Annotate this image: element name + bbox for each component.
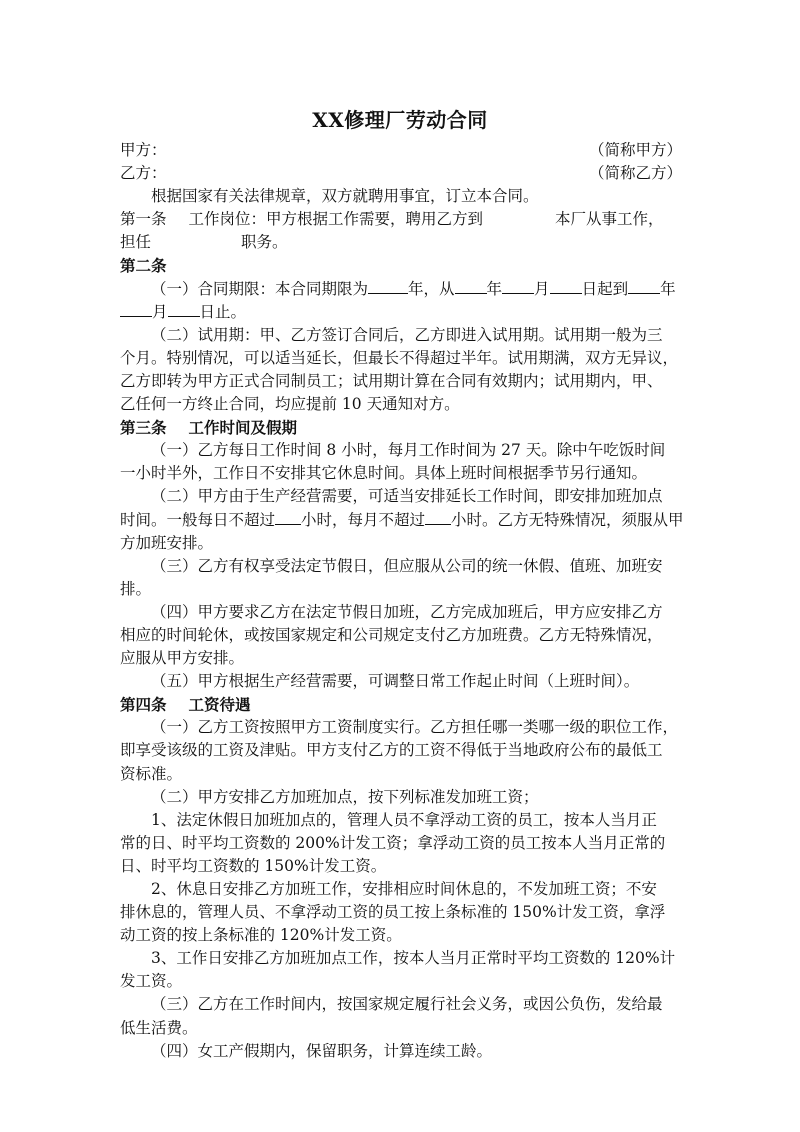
blank-field [168, 301, 200, 317]
blank-field [550, 278, 582, 294]
clause-text: 月 [152, 302, 168, 321]
article-2-clause-2-line-2: 个月。特别情况，可以适当延长，但最长不得超过半年。试用期满，双方无异议， [120, 348, 679, 367]
article-2-clause-2-line-3: 乙方即转为甲方正式合同制员工；试用期计算在合同有效期内；试用期内，甲、 [120, 371, 663, 390]
article-2-head: 第二条 [120, 256, 167, 276]
clause-text: 小时，每月不超过 [301, 510, 426, 529]
article-4-clause-1-line-3: 资标准。 [120, 764, 183, 783]
blank-field [275, 509, 301, 525]
article-4-item-1-line-2: 常的日、时平均工资数的 200%计发工资；拿浮动工资的员工按本人当月正常的 [120, 833, 666, 852]
article-4-item-3-line-2: 发工资。 [120, 972, 183, 991]
article-2-clause-1-line-1 [120, 278, 682, 301]
blank-field [368, 278, 408, 294]
article-4-item-3-line-1: 3、工作日安排乙方加班加点工作，按本人当月正常时平均工资数的 120%计 [151, 949, 676, 968]
article-4-title: 工资待遇 [188, 695, 251, 715]
article-4-item-1-line-3: 日、时平均工资数的 150%计发工资。 [120, 856, 387, 875]
article-1-text-c: 担任 [120, 233, 152, 252]
article-4-item-1-line-1: 1、法定休假日加班加点的，管理人员不拿浮动工资的员工，按本人当月正 [151, 810, 657, 829]
article-3-clause-4-line-3: 应服从甲方安排。 [120, 649, 245, 668]
article-4-clause-3-line-1: （三）乙方在工作时间内，按国家规定履行社会义务，或因公负伤，发给最 [151, 995, 663, 1014]
article-4-clause-3-line-2: 低生活费。 [120, 1018, 198, 1037]
article-2-clause-2-line-1: （二）试用期：甲、乙方签订合同后，乙方即进入试用期。试用期一般为三 [151, 325, 663, 344]
party-b-line [120, 162, 682, 185]
party-b-label: 乙方： [120, 164, 167, 183]
clause-text: 年 [486, 279, 503, 298]
clause-text: 时间。一般每日不超过 [120, 510, 276, 529]
article-3-head: 第三条 [120, 418, 167, 438]
article-1-text-b: 本厂从事工作， [555, 210, 664, 229]
blank-field [502, 278, 534, 294]
article-3-title: 工作时间及假期 [188, 418, 298, 438]
intro-paragraph: 根据国家有关法律规章，双方就聘用事宜，订立本合同。 [151, 187, 539, 206]
party-b-short: （简称乙方） [588, 164, 682, 183]
clause-text: （一）合同期限：本合同期限为 [151, 279, 369, 298]
clause-text: 日止。 [199, 302, 247, 321]
article-2-clause-1-line-2 [120, 301, 682, 324]
document-title: XX修理厂劳动合同 [312, 108, 488, 132]
blank-field [455, 278, 487, 294]
article-4-clause-4-line-1: （四）女工产假期内，保留职务，计算连续工龄。 [151, 1041, 493, 1060]
article-4-item-2-line-1: 2、休息日安排乙方加班工作，安排相应时间休息的，不发加班工资；不安 [151, 880, 657, 898]
clause-text: 年，从 [408, 279, 455, 298]
article-4-heading [120, 693, 682, 716]
blank-field [120, 301, 152, 317]
article-4-item-2-line-3: 动工资的按上条标准的 120%计发工资。 [120, 926, 402, 945]
article-2-clause-2-line-4: 乙任何一方终止合同，均应提前 10 天通知对方。 [120, 395, 460, 414]
article-1-title: 工作岗位： [188, 210, 267, 229]
party-a-label: 甲方： [120, 141, 167, 159]
clause-text: 小时。乙方无特殊情况，须服从甲 [451, 510, 684, 529]
article-4-head: 第四条 [120, 695, 167, 715]
article-1-head: 第一条 [120, 210, 167, 229]
article-3-clause-5-line-1: （五）甲方根据生产经营需要，可调整日常工作起止时间（上班时间）。 [151, 672, 640, 691]
article-1-line-1 [120, 208, 682, 231]
article-4-clause-1-line-2: 即享受该级的工资及津贴。甲方支付乙方的工资不得低于当地政府公布的最低工 [120, 741, 663, 760]
article-3-clause-2-line-2 [120, 509, 682, 532]
article-3-clause-3-line-2: 排。 [120, 579, 152, 598]
clause-text: 日起到 [581, 279, 629, 298]
blank-field [425, 509, 451, 525]
article-3-clause-4-line-1: （四）甲方要求乙方在法定节假日加班，乙方完成加班后，甲方应安排乙方 [151, 602, 663, 621]
article-3-clause-2-line-1: （二）甲方由于生产经营需要，可适当安排延长工作时间，即安排加班加点 [151, 487, 663, 506]
clause-text: 月 [534, 279, 550, 298]
party-a-line [120, 139, 682, 162]
article-1-text-d: 职务。 [241, 233, 288, 252]
article-3-clause-1-line-2: 一小时半外，工作日不安排其它休息时间。具体上班时间根据季节另行通知。 [120, 464, 648, 483]
article-3-clause-3-line-1: （三）乙方有权享受法定节假日，但应服从公司的统一休假、值班、加班安 [151, 556, 663, 575]
blank-field [628, 278, 660, 294]
article-3-heading [120, 416, 682, 439]
article-3-clause-2-line-3: 方加班安排。 [120, 533, 214, 552]
article-3-clause-1-line-1: （一）乙方每日工作时间 8 小时，每月工作时间为 27 天。除中午吃饭时间 [151, 441, 666, 460]
party-a-short: （简称甲方） [588, 141, 682, 159]
document-body [120, 139, 682, 1063]
article-1-text-a: 甲方根据工作需要，聘用乙方到 [266, 210, 484, 229]
article-3-clause-4-line-2: 相应的时间轮休，或按国家规定和公司规定支付乙方加班费。乙方无特殊情况， [120, 625, 663, 644]
article-4-clause-2-line-1: （二）甲方安排乙方加班加点，按下列标准发加班工资； [151, 787, 539, 806]
article-1-line-2 [120, 231, 682, 254]
clause-text: 年 [660, 279, 676, 298]
article-4-item-2-line-2: 排休息的，管理人员、不拿浮动工资的员工按上条标准的 150%计发工资，拿浮 [120, 903, 666, 922]
article-4-clause-1-line-1: （一）乙方工资按照甲方工资制度实行。乙方担任哪一类哪一级的职位工作， [151, 718, 679, 737]
